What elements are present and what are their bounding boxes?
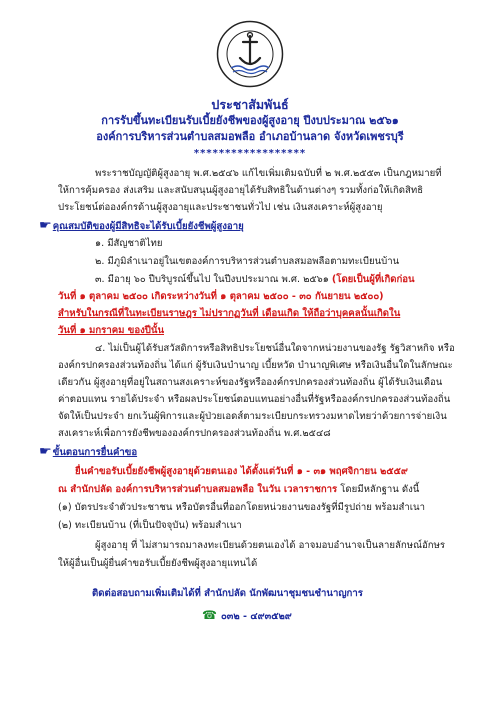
intro-line-1: พระราชบัญญัติผู้สูงอายุ พ.ศ.๒๕๔๖ แก้ไขเพิ่มเติมฉบับที่ ๒ พ.ศ.๒๕๕๓ เป็นกฎหมายที่: [95, 168, 442, 179]
qualification-item-4-line-2: องค์กรปกครองส่วนท้องถิ่น ได้แก่ ผู้รับเงินบำนาญ เบี้ยหวัด บำนาญพิเศษ หรือเงินอื่นใดในลักษณะ: [58, 360, 453, 371]
required-document-1: (๑) บัตรประจำตัวประชาชน หรือบัตรอื่นที่ออกโดยหน่วยงานของรัฐที่มีรูปถ่าย พร้อมสำเนา: [58, 502, 425, 513]
unknown-birthdate-default: วันที่ ๑ มกราคม ของปีนั้น: [58, 325, 165, 336]
contact-phone-number: ๐๓๒ - ๔๙๓๕๒๙: [220, 611, 292, 622]
application-period: ยื่นคำขอรับเบี้ยยังชีพผู้สูงอายุด้วยตนเอง ได้ตั้งแต่วันที่ ๑ - ๓๑ พฤศจิกายน ๒๕๕๙: [75, 466, 408, 477]
required-document-2: (๒) ทะเบียนบ้าน (ที่เป็นปัจจุบัน) พร้อมสำเนา: [58, 520, 242, 531]
qualification-item-4-line-3: เดียวกัน ผู้สูงอายุที่อยู่ในสถานสงเคราะห์ของรัฐหรือองค์กรปกครองส่วนท้องถิ่น ผู้ได้รับเงินเดือน: [58, 377, 443, 388]
procedure-heading-row: [40, 443, 137, 461]
application-location: ณ สำนักปลัด องค์การบริหารส่วนตำบลสมอพลือ ในวัน เวลาราชการ: [58, 484, 338, 495]
qualification-item-3: ๓. มีอายุ ๖๐ ปีบริบูรณ์ขึ้นไป ในปีงบประมาณ พ.ศ. ๒๕๖๑: [95, 274, 329, 285]
qualifications-heading: คุณสมบัติของผู้มีสิทธิจะได้รับเบี้ยยังชีพผู้สูงอายุ: [52, 221, 244, 232]
required-documents-intro: โดยมีหลักฐาน ดังนี้: [337, 484, 420, 495]
proxy-note-line-1: ผู้สูงอายุ ที่ ไม่สามารถมาลงทะเบียนด้วยตนเองได้ อาจมอบอำนาจเป็นลายลักษณ์อักษร: [95, 540, 446, 551]
qualification-item-1: ๑. มีสัญชาติไทย: [95, 238, 163, 249]
intro-line-3: ประโยชน์ต่อองค์กรด้านผู้สูงอายุและประชาชนทั่วไป เช่น เงินสงเคราะห์ผู้สูงอายุ: [58, 202, 383, 213]
contact-phone-row: [202, 607, 292, 625]
birth-date-range: วันที่ ๑ ตุลาคม ๒๕๐๐ เกิดระหว่างวันที่ ๑ ตุลาคม ๒๕๐๐ - ๓๐ กันยายน ๒๕๐๐): [58, 291, 384, 302]
announcement-subject: การรับขึ้นทะเบียนรับเบี้ยยังชีพของผู้สูงอายุ ปีงบประมาณ ๒๕๖๑: [101, 114, 399, 127]
qualification-item-3-row: [95, 271, 415, 288]
qualifications-heading-row: [40, 217, 244, 235]
qualification-item-4-line-4: ค่าตอบแทน รายได้ประจำ หรือผลประโยชน์ตอบแทนอย่างอื่นที่รัฐหรือองค์กรปกครองส่วนท้องถิ่น: [58, 394, 451, 405]
star-divider: ******************: [193, 148, 307, 159]
unknown-birthdate-rule: สำหรับในกรณีที่ในทะเบียนราษฎร ไม่ปรากฏวันที่ เดือนเกิด ให้ถือว่าบุคคลนั้นเกิดใน: [58, 308, 401, 319]
intro-line-2: ให้การคุ้มครอง ส่งเสริม และสนับสนุนผู้สูงอายุได้รับสิทธิในด้านต่างๆ รวมทั้งก่อให้เกิดสิทธิ: [58, 185, 424, 196]
qualification-item-4-line-6: สงเคราะห์เพื่อการยังชีพขององค์กรปกครองส่วนท้องถิ่น พ.ศ.๒๕๔๘: [58, 428, 331, 439]
pointing-hand-icon: ☛: [38, 444, 52, 458]
qualification-item-2: ๒. มีภูมิลำเนาอยู่ในเขตองค์การบริหารส่วนตำบลสมอพลือตามทะเบียนบ้าน: [95, 256, 400, 267]
qualification-item-4-line-5: จัดให้เป็นประจำ ยกเว้นผู้พิการและผู้ป่วยเอดส์ตามระเบียบกระทรวงมหาดไทยว่าด้วยการจ่ายเงิน: [58, 411, 447, 422]
qualification-item-4-line-1: ๔. ไม่เป็นผู้ได้รับสวัสดิการหรือสิทธิประโยชน์อื่นใดจากหน่วยงานของรัฐ รัฐวิสาหกิจ หรือ: [95, 343, 455, 354]
procedure-heading: ขั้นตอนการยื่นคำขอ: [52, 447, 138, 458]
application-location-row: [58, 481, 419, 498]
birth-date-note-start: (โดยเป็นผู้ที่เกิดก่อน: [331, 274, 415, 285]
proxy-note-line-2: ให้ผู้อื่นเป็นผู้ยื่นคำขอรับเบี้ยยังชีพผู้สูงอายุแทนได้: [58, 558, 258, 569]
contact-line: ติดต่อสอบถามเพิ่มเติมได้ที่ สำนักปลัด นักพัฒนาชุมชนชำนาญการ: [92, 588, 363, 599]
organization-line: องค์การบริหารส่วนตำบลสมอพลือ อำเภอบ้านลาด จังหวัดเพชรบุรี: [96, 130, 404, 143]
agency-seal-logo: [216, 20, 284, 88]
pointing-hand-icon: ☛: [38, 218, 52, 232]
announcement-title: ประชาสัมพันธ์: [211, 97, 289, 112]
telephone-icon: ☎: [202, 608, 217, 622]
